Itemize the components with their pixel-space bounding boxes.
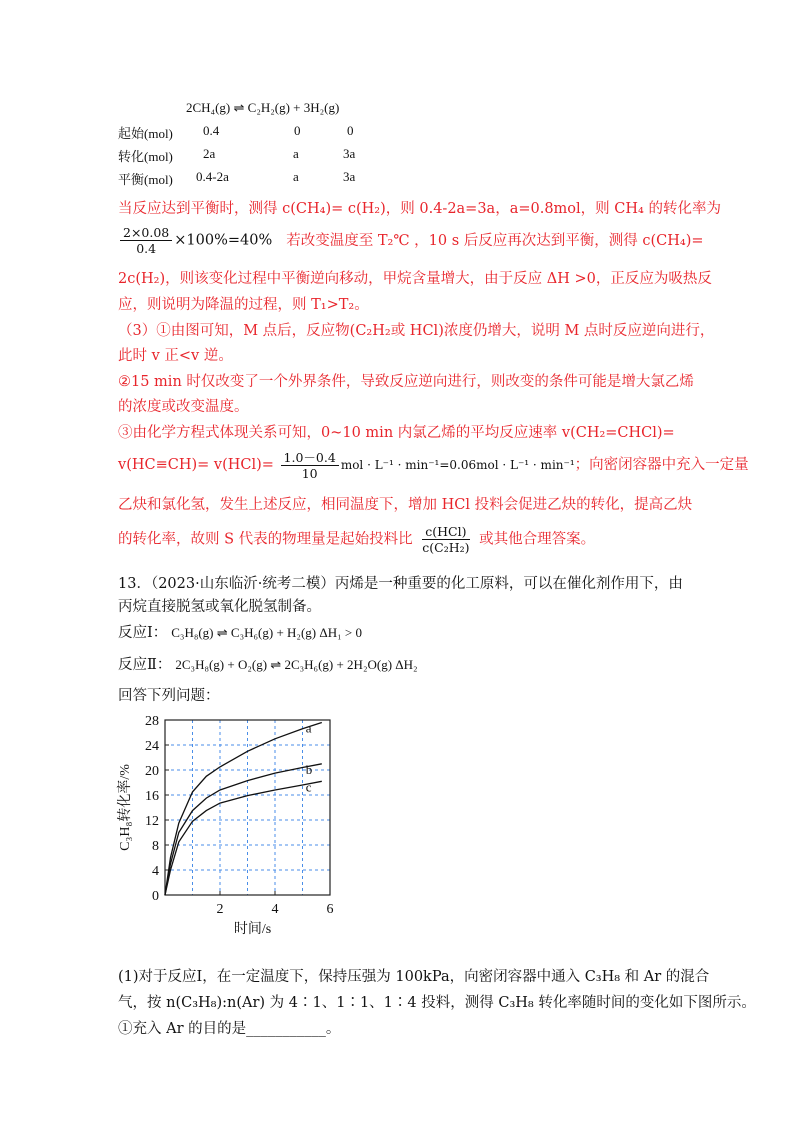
table-cell: 0.4	[203, 123, 220, 138]
answer-line: 此时 v 正<v 逆。	[118, 348, 233, 364]
table-cell: 0	[294, 123, 301, 138]
conversion-chart	[110, 705, 350, 940]
answer-line: 的转化率，故则 S 代表的物理量是起始投料比 $\frac{\text{c(HCl)}}{\text{c(C₂H₂)}}$ 或其他合理答案。	[118, 524, 596, 555]
x-tick-label: 6	[326, 902, 334, 917]
series-line-a	[165, 720, 322, 896]
answer-line: 2c(H₂)，则该变化过程中平衡逆向移动，甲烷含量增大，由于反应 ΔH >0，正反应为吸热反	[118, 271, 712, 287]
chart-grid	[165, 720, 330, 895]
answer-line: ②15 min 时仅改变了一个外界条件，导致反应逆向进行，则改变的条件可能是增大氯乙烯	[118, 374, 694, 390]
answer-line: $\frac{2\times 0.08}{0.4}$ ×100%=40% 若改变温度至 T₂℃ ，10 s 后反应再次达到平衡，测得 c(CH₄)=	[118, 225, 704, 256]
answer-line: 应，则说明为降温的过程，则 T₁>T₂。	[118, 297, 369, 313]
table-cell: 0	[347, 123, 354, 138]
table-cell: 0.4-2a	[196, 169, 229, 184]
series-label: b	[305, 761, 313, 777]
series-label: a	[305, 720, 312, 736]
series-line-c	[165, 781, 322, 895]
x-tick-label: 2	[216, 902, 224, 917]
y-tick-label: 12	[145, 814, 159, 829]
series-label: c	[305, 779, 312, 795]
answer-line: ③由化学方程式体现关系可知，0~10 min 内氯乙烯的平均反应速率 v(CH₂=CHCl)=	[118, 425, 675, 441]
y-tick-label: 24	[145, 739, 159, 754]
answer-line: v(HC≡CH)= v(HCl)= $\frac{1.0-0.4}{10}$ mol · L⁻¹ · min⁻¹=0.06mol · L⁻¹ · min⁻¹；向密闭容器中充入一定量	[118, 450, 749, 481]
y-tick-label: 8	[152, 839, 159, 854]
y-tick-label: 0	[152, 889, 159, 904]
answer-line: （3）①由图可知，M 点后，反应物(C₂H₂或 HCl)浓度仍增大，说明 M 点时反应逆向进行，	[118, 323, 715, 339]
table-row-label: 起始(mol)	[118, 126, 173, 141]
equilibrium-equation: 2CH₄(g) ⇌ C₂H₂(g) + 3H₂(g)	[186, 100, 340, 115]
question-line: 13．（2023·山东临沂·统考二模）丙烯是一种重要的化工原料，可以在催化剂作用下，由	[118, 576, 683, 592]
table-cell: 3a	[343, 169, 356, 184]
x-tick-label: 4	[271, 902, 279, 917]
y-axis-label: C₃H₈转化率/%	[118, 764, 133, 851]
table-cell: 2a	[203, 146, 216, 161]
reaction-2: 反应Ⅱ： 2C₃H₈(g) + O₂(g) ⇌ 2C₃H₆(g) + 2H₂O(g) ΔH₂	[118, 657, 418, 673]
answer-line: 的浓度或改变温度。	[118, 399, 249, 415]
y-tick-label: 16	[145, 789, 159, 804]
table-row-label: 转化(mol)	[118, 149, 173, 164]
question-line: 丙烷直接脱氢或氧化脱氢制备。	[118, 599, 321, 615]
y-tick-label: 20	[145, 764, 159, 779]
table-cell: 3a	[343, 146, 356, 161]
fraction: $\frac{\text{c(HCl)}}{\text{c(C₂H₂)}}$	[422, 524, 470, 555]
answer-line: 当反应达到平衡时，测得 c(CH₄)= c(H₂)，则 0.4-2a=3a，a=0.8mol，则 CH₄ 的转化率为	[118, 201, 721, 217]
question-line: (1)对于反应Ⅰ，在一定温度下，保持压强为 100kPa，向密闭容器中通入 C₃H₈ 和 Ar 的混合	[118, 969, 710, 985]
table-cell: a	[293, 169, 299, 184]
fraction: $\frac{1.0-0.4}{10}$	[281, 450, 339, 481]
answer-line: 乙炔和氯化氢，发生上述反应，相同温度下，增加 HCl 投料会促进乙炔的转化，提高乙炔	[118, 497, 693, 513]
fraction: $\frac{2\times 0.08}{0.4}$	[120, 225, 172, 256]
question-line: 气，按 n(C₃H₈):n(Ar) 为 4∶1、1∶1、1∶4 投料，测得 C₃H₈ 转化率随时间的变化如下图所示。	[118, 995, 756, 1011]
series-line-b	[165, 761, 322, 895]
table-cell: a	[293, 146, 299, 161]
y-tick-label: 4	[152, 864, 159, 879]
y-tick-label: 28	[145, 714, 159, 729]
reaction-1: 反应Ⅰ： C₃H₈(g) ⇌ C₃H₆(g) + H₂(g) ΔH₁ > 0	[118, 625, 362, 641]
question-line: ①充入 Ar 的目的是___________。	[118, 1021, 341, 1037]
prompt: 回答下列问题：	[118, 688, 220, 704]
x-axis-label: 时间/s	[233, 922, 272, 937]
table-row-label: 平衡(mol)	[118, 172, 173, 187]
